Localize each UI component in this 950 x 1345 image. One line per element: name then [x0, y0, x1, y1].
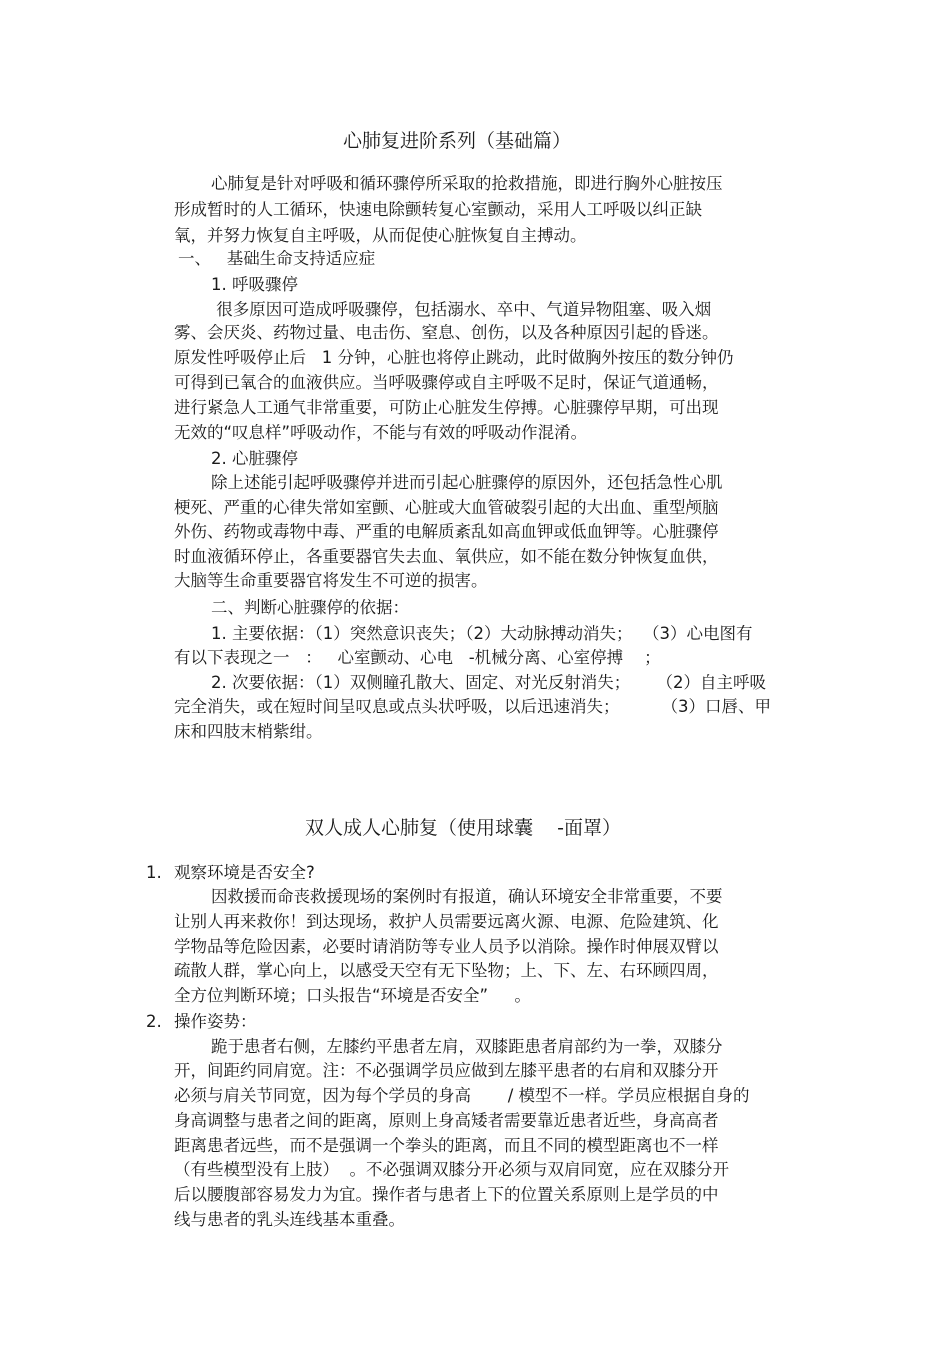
paragraph-line: 学物品等危险因素，必要时请消防等专业人员予以消除。操作时伸展双臂以 — [174, 937, 719, 956]
section2-title: 双人成人心肺复（使用球囊 -面罩） — [305, 817, 622, 839]
intro-line: 心肺复是针对呼吸和循环骤停所采取的抢救措施，即进行胸外心脏按压 — [211, 174, 723, 193]
intro-line: 氧，并努力恢复自主呼吸，从而促使心脏恢复自主搏动。 — [174, 226, 587, 245]
paragraph-line: 身高调整与患者之间的距离，原则上身高矮者需要靠近患者近些，身高高者 — [174, 1111, 719, 1130]
paragraph-line: 无效的“叹息样”呼吸动作，不能与有效的呼吸动作混淆。 — [174, 423, 588, 442]
section1-title: 心肺复进阶系列（基础篇） — [343, 130, 572, 152]
paragraph-line: 后以腰腹部容易发力为宜。操作者与患者上下的位置关系原则上是学员的中 — [174, 1185, 719, 1204]
paragraph-line: 开，间距约同肩宽。注：不必强调学员应做到左膝平患者的右肩和双膝分开 — [174, 1061, 719, 1080]
paragraph-line: 必须与肩关节同宽，因为每个学员的身高 / 模型不一样。学员应根据自身的 — [174, 1086, 750, 1105]
paragraph-line: 疏散人群，掌心向上，以感受天空有无下坠物；上、下、左、右环顾四周， — [174, 961, 719, 980]
paragraph-line: 跪于患者右侧，左膝约平患者左肩，双膝距患者肩部约为一拳，双膝分 — [211, 1037, 723, 1056]
paragraph-line: 梗死、严重的心律失常如室颤、心脏或大血管破裂引起的大出血、重型颅脑 — [174, 498, 719, 517]
paragraph-line: 全方位判断环境；口头报告“环境是否安全” 。 — [174, 986, 531, 1005]
paragraph-line: 很多原因可造成呼吸骤停，包括溺水、卒中、气道异物阻塞、吸入烟 — [211, 300, 712, 319]
paragraph-line: 可得到已氧合的血液供应。当呼吸骤停或自主呼吸不足时，保证气道通畅， — [174, 373, 719, 392]
paragraph-line: 进行紧急人工通气非常重要，可防止心脏发生停搏。心脏骤停早期，可出现 — [174, 398, 719, 417]
list-number: 1. — [146, 863, 162, 882]
heading-diagnosis-basis: 二、判断心脏骤停的依据： — [211, 598, 409, 617]
paragraph-line: 距离患者远些，而不是强调一个拳头的距离，而且不同的模型距离也不一样 — [174, 1136, 719, 1155]
paragraph-line: 因救援而命丧救援现场的案例时有报道，确认环境安全非常重要，不要 — [211, 887, 723, 906]
heading-indications: 一、 基础生命支持适应症 — [178, 249, 376, 268]
list-item-title: 观察环境是否安全? — [174, 863, 315, 882]
subheading-cardiac-arrest: 2. 心脏骤停 — [211, 449, 298, 468]
list-number: 2. — [146, 1012, 162, 1031]
paragraph-line: （有些模型没有上肢） 。不必强调双膝分开必须与双肩同宽，应在双膝分开 — [174, 1160, 729, 1179]
paragraph-line: 时血液循环停止，各重要器官失去血、氧供应，如不能在数分钟恢复血供， — [174, 547, 719, 566]
paragraph-line: 原发性呼吸停止后 1 分钟，心脏也将停止跳动，此时做胸外按压的数分钟仍 — [174, 348, 734, 367]
basis-line: 有以下表现之一 ： 心室颤动、心电 -机械分离、心室停搏 ； — [174, 648, 661, 667]
paragraph-line: 线与患者的乳头连线基本重叠。 — [174, 1210, 405, 1229]
basis-line: 床和四肢末梢紫绀。 — [174, 722, 323, 741]
basis-line: 完全消失，或在短时间呈叹息或点头状呼吸，以后迅速消失； （3）口唇、甲 — [174, 697, 771, 716]
paragraph-line: 外伤、药物或毒物中毒、严重的电解质紊乱如高血钾或低血钾等。心脏骤停 — [174, 522, 719, 541]
paragraph-line: 让别人再来救你！到达现场，救护人员需要远离火源、电源、危险建筑、化 — [174, 912, 719, 931]
basis-line: 1. 主要依据：（1）突然意识丧失；（2）大动脉搏动消失； （3）心电图有 — [211, 624, 753, 643]
basis-line: 2. 次要依据：（1）双侧瞳孔散大、固定、对光反射消失； （2）自主呼吸 — [211, 673, 766, 692]
paragraph-line: 除上述能引起呼吸骤停并进而引起心脏骤停的原因外，还包括急性心肌 — [211, 473, 723, 492]
intro-line: 形成暂时的人工循环，快速电除颤转复心室颤动，采用人工呼吸以纠正缺 — [174, 200, 702, 219]
paragraph-line: 雾、会厌炎、药物过量、电击伤、窒息、创伤，以及各种原因引起的昏迷。 — [174, 323, 719, 342]
subheading-respiratory-arrest: 1. 呼吸骤停 — [211, 275, 298, 294]
list-item-title: 操作姿势： — [174, 1012, 257, 1031]
paragraph-line: 大脑等生命重要器官将发生不可逆的损害。 — [174, 571, 488, 590]
